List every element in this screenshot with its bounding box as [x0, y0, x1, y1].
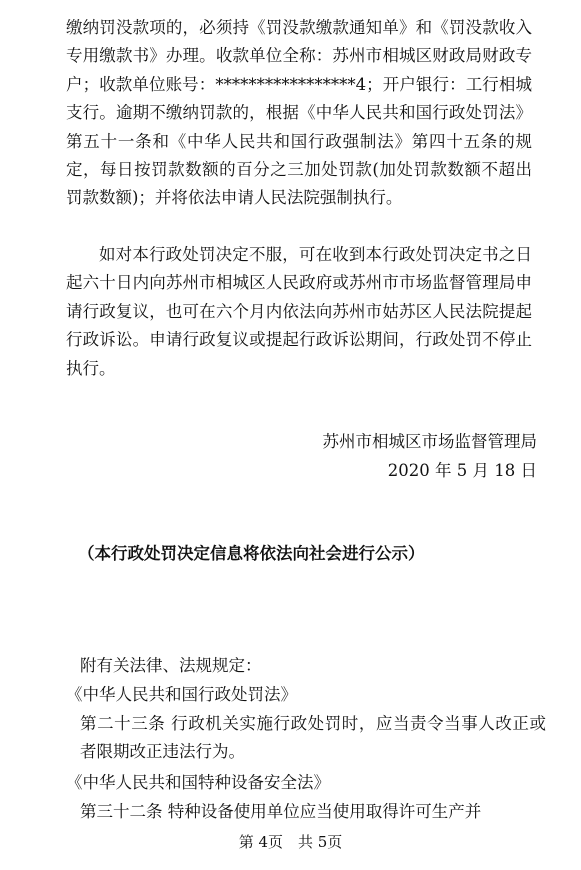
- public-notice: （本行政处罚决定信息将依法向社会进行公示）: [78, 544, 425, 563]
- law-1-title: 《中华人民共和国行政处罚法》: [66, 685, 297, 704]
- law-2-title: 《中华人民共和国特种设备安全法》: [66, 773, 330, 792]
- issue-date: 2020 年 5 月 18 日: [387, 461, 537, 480]
- appendix-heading: 附有关法律、法规规定：: [80, 656, 262, 675]
- appeal-rights-paragraph: 如对本行政处罚决定不服，可在收到本行政处罚决定书之日起六十日内向苏州市相城区人民政府或苏州市市场监督管理局申请行政复议，也可在六个月内依法向苏州市姑苏区人民法院提起行政诉讼。申请行政复议或提起行政诉讼期间，行政处罚不停止执行。: [66, 245, 532, 378]
- law-2-article: 第三十二条 特种设备使用单位应当使用取得许可生产并: [80, 802, 482, 821]
- issuer-name: 苏州市相城区市场监督管理局: [322, 432, 537, 451]
- payment-instructions-paragraph: 缴纳罚没款项的，必须持《罚没款缴款通知单》和《罚没款收入专用缴款书》办理。收款单位全称：苏州市相城区财政局财政专户；收款单位账号：*****************4；开户银行：工行相城支行。逾期不缴纳罚款的，根据《中华人民共和国行政处罚法》第五十一条和《中华人民共和国行政强制法》第四十五条的规定，每日按罚款数额的百分之三加处罚款(加处罚款数额不超出罚款数额)；并将依法申请人民法院强制执行。: [66, 18, 532, 208]
- law-1-article: 第二十三条 行政机关实施行政处罚时，应当责令当事人改正或者限期改正违法行为。: [80, 714, 546, 761]
- page-number-footer: 第 4页 共 5页: [238, 833, 343, 851]
